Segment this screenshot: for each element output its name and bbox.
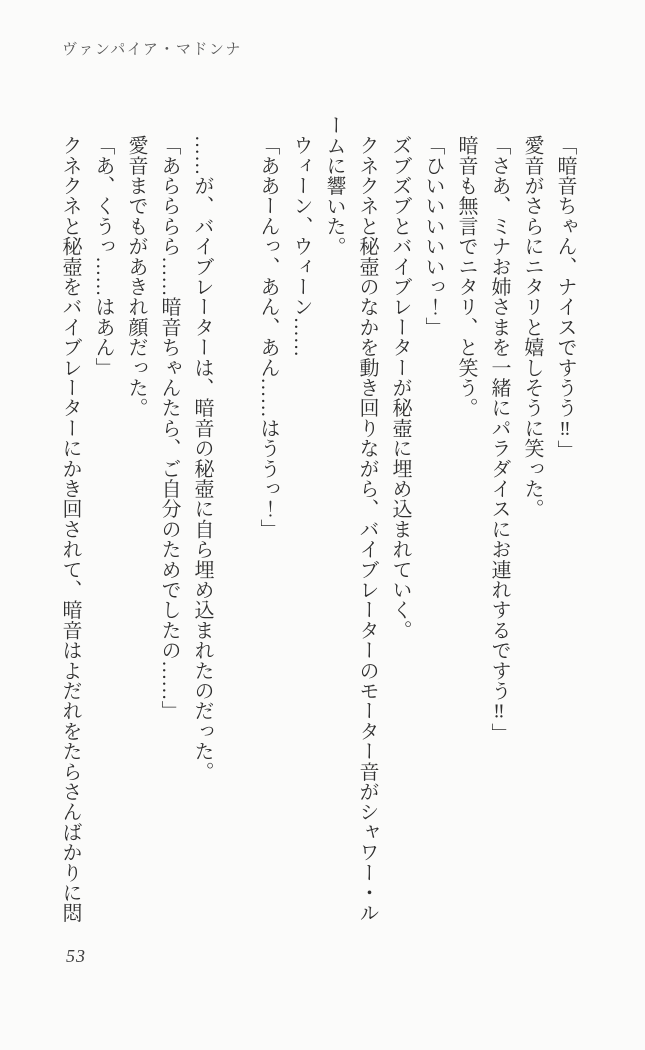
- text-line: クネクネと秘壺をバイブレーターにかき回されて、暗音はよだれをたらさんばかりに悶: [59, 135, 81, 923]
- text-line: 「あらららら……暗音ちゃんたら、ご自分のためでしたの……」: [158, 135, 180, 721]
- text-line: 「あ、くうっ……はあん」: [92, 135, 114, 378]
- text-line: 暗音も無言でニタリ、と笑う。: [455, 135, 477, 418]
- text-line: 「ああーんっ、あん、あん……はううっ！」: [257, 135, 279, 539]
- text-line: クネクネと秘壺のなかを動き回りながら、バイブレーターのモーター音がシャワー・ル: [356, 135, 378, 923]
- text-line: 愛音がさらにニタリと嬉しそうに笑った。: [521, 135, 543, 519]
- vertical-text-area: [53, 115, 581, 925]
- text-line: ームに響いた。: [323, 115, 345, 257]
- text-line: 「暗音ちゃん、ナイスですうう‼」: [554, 135, 576, 461]
- text-line: 愛音までもがあきれ顔だった。: [125, 135, 147, 418]
- text-line: ズブズブとバイブレーターが秘壺に埋め込まれていく。: [389, 135, 411, 640]
- blank-line: [218, 115, 251, 925]
- text-line: 「ひいいいいいっ！」: [422, 135, 444, 337]
- running-header: ヴァンパイア・マドンナ: [62, 42, 242, 58]
- page-number: 53: [66, 946, 86, 966]
- text-line: ……が、バイブレーターは、暗音の秘壺に自ら埋め込まれたのだった。: [191, 135, 213, 782]
- text-line: 「さあ、ミナお姉さまを一緒にパラダイスにお連れするですう‼」: [488, 135, 510, 743]
- text-line: ウィーン、ウィーン……: [290, 135, 312, 358]
